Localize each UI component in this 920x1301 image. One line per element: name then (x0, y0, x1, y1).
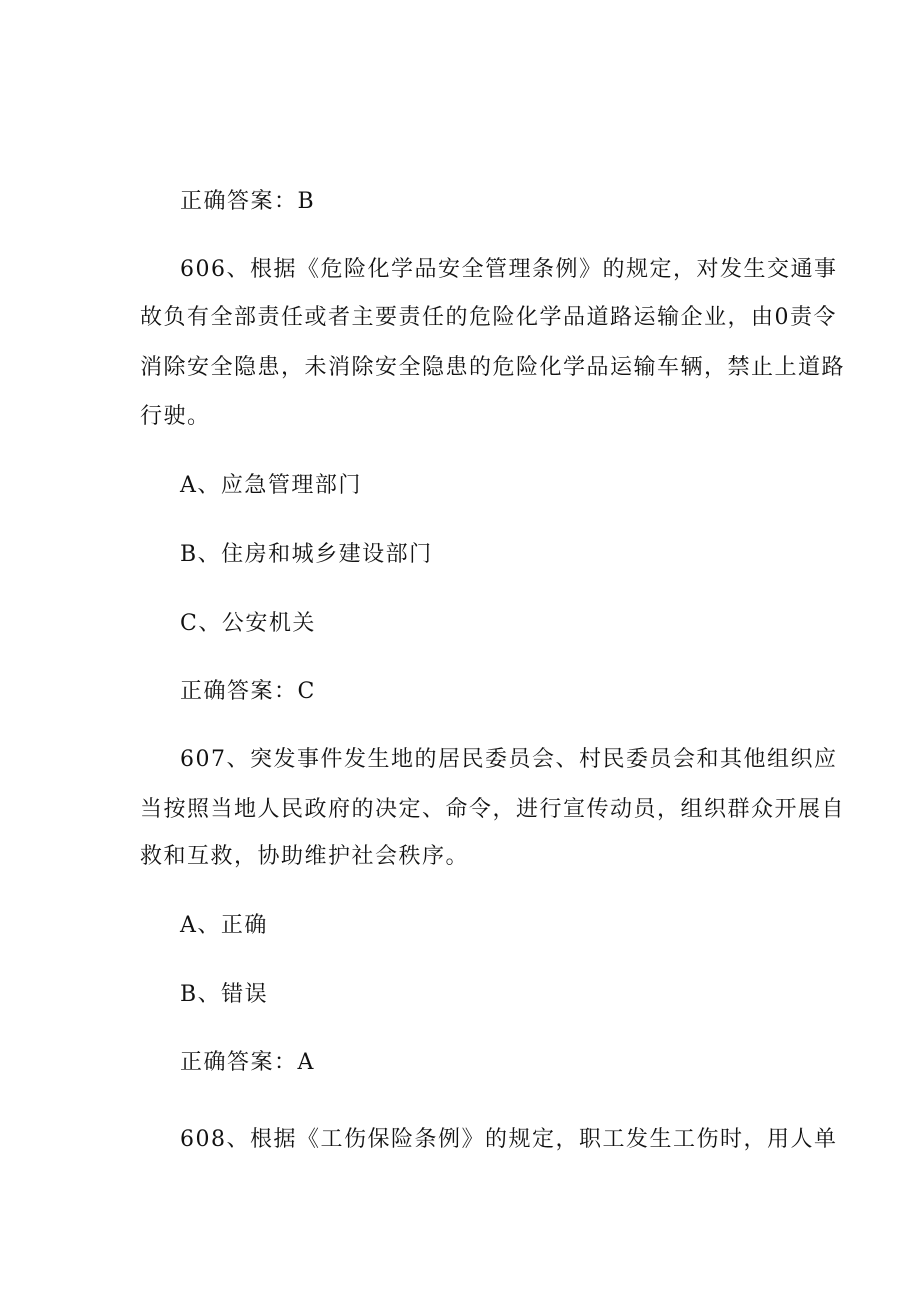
question-606-line-2: 故负有全部责任或者主要责任的危险化学品道路运输企业，由0责令 (140, 305, 837, 330)
question-607-option-a: A、正确 (180, 913, 268, 938)
question-607-line-2: 当按照当地人民政府的决定、命令，进行宣传动员，组织群众开展自 (140, 797, 846, 822)
question-607-option-b: B、错误 (180, 982, 269, 1007)
question-608-line-1: 608、根据《工伤保险条例》的规定，职工发生工伤时，用人单 (180, 1127, 838, 1152)
question-606-line-3: 消除安全隐患，未消除安全隐患的危险化学品运输车辆，禁止上道路 (140, 355, 846, 380)
question-606-option-b: B、住房和城乡建设部门 (180, 542, 433, 567)
question-607-answer: 正确答案：A (180, 1050, 315, 1075)
question-606-answer: 正确答案：C (180, 679, 316, 704)
question-607-line-1: 607、突发事件发生地的居民委员会、村民委员会和其他组织应 (180, 747, 838, 772)
question-607-line-3: 救和互救，协助维护社会秩序。 (140, 844, 470, 869)
question-606-option-c: C、公安机关 (180, 611, 316, 636)
question-606-option-a: A、应急管理部门 (180, 473, 362, 498)
answer-605: 正确答案：B (180, 189, 316, 214)
question-606-line-1: 606、根据《危险化学品安全管理条例》的规定，对发生交通事 (180, 257, 838, 282)
question-606-line-4: 行驶。 (140, 404, 211, 429)
